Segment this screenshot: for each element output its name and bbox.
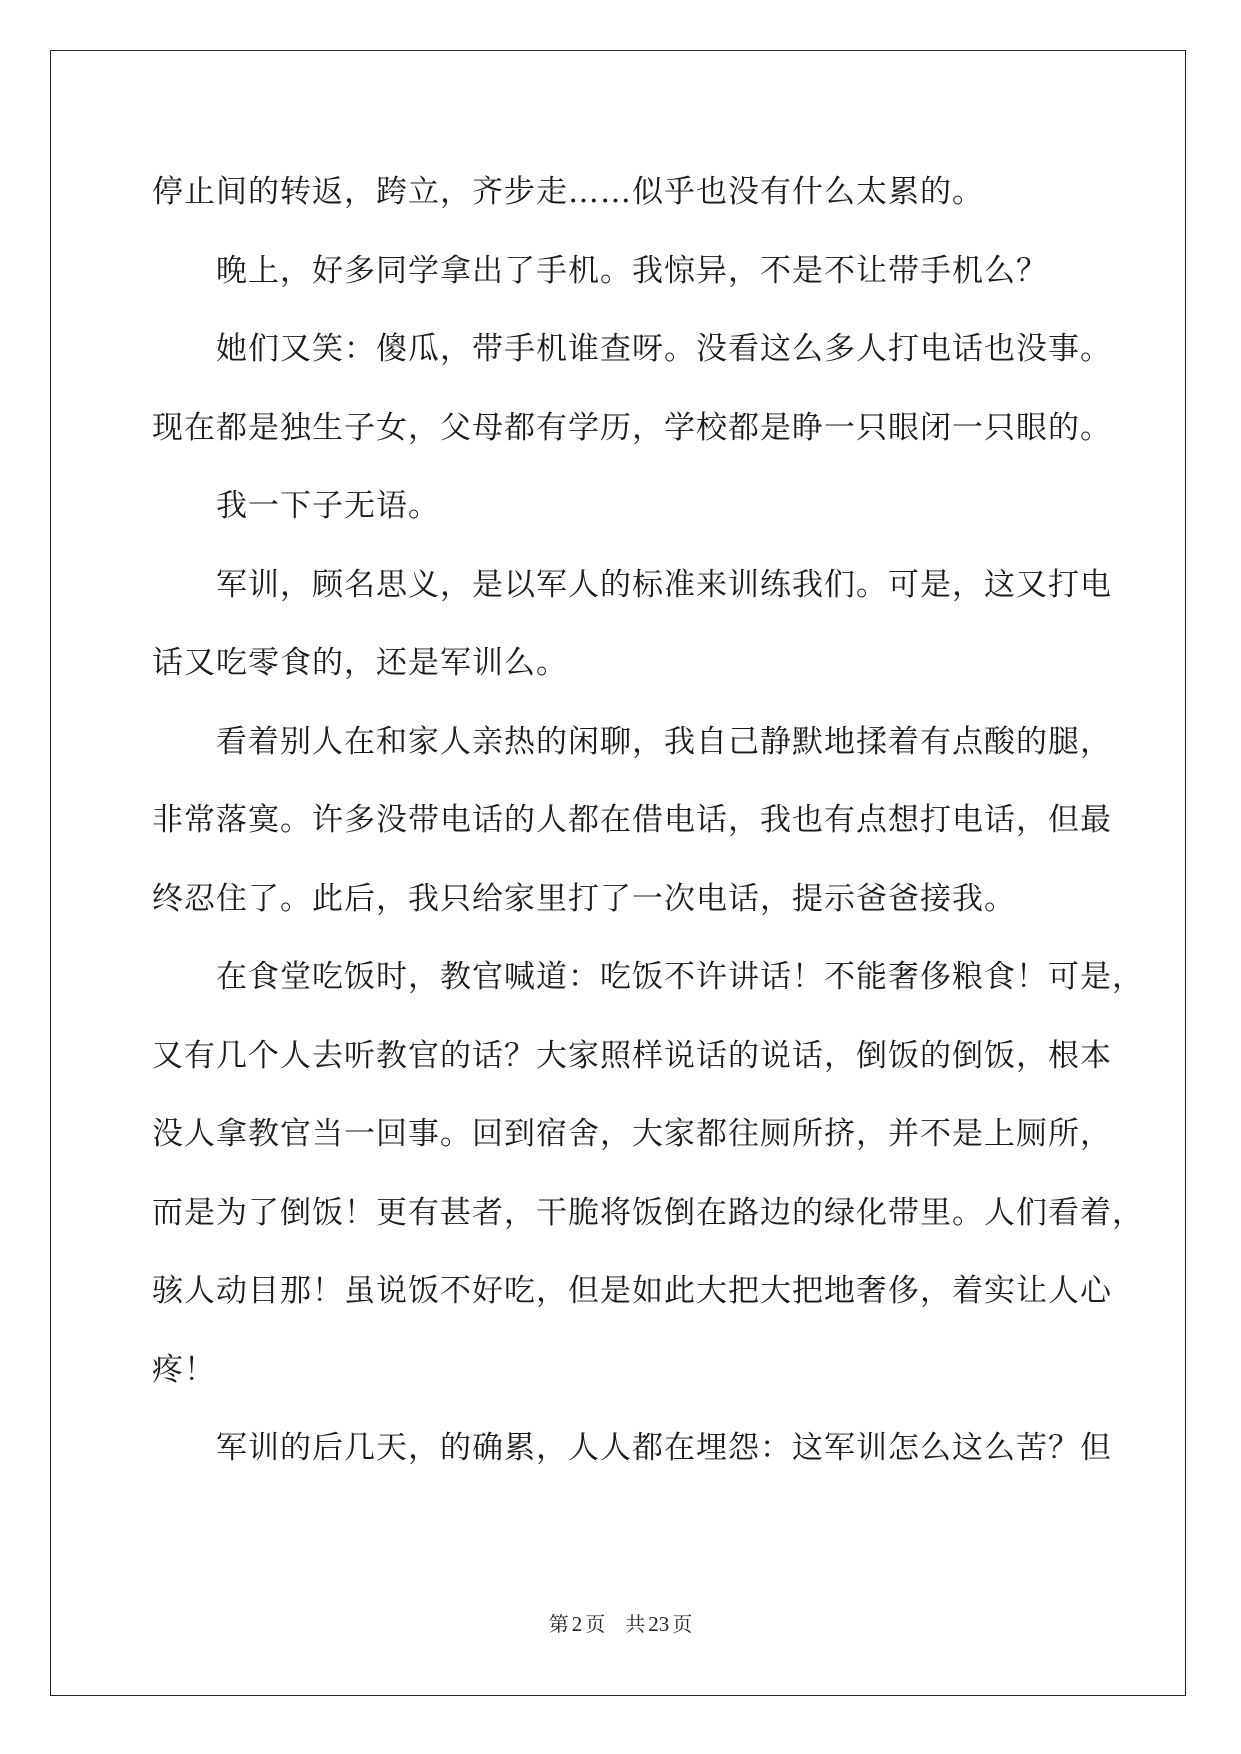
page-suffix: 页 [585,1612,606,1636]
text-line: 现在都是独生子女，父母都有学历，学校都是睁一只眼闭一只眼的。 [152,409,1112,446]
page-prefix: 第 [548,1612,569,1636]
text-line: 军训的后几天，的确累，人人都在埋怨：这军训怎么这么苦？但 [216,1430,1112,1466]
text-line: 军训，顾名思义，是以军人的标准来训练我们。可是，这又打电 [216,566,1112,603]
text-line: 非常落寞。许多没带电话的人都在借电话，我也有点想打电话，但最 [152,802,1112,838]
document-body [152,162,1144,1497]
text-line: 我一下子无语。 [216,488,440,524]
text-line: 终忍住了。此后，我只给家里打了一次电话，提示爸爸接我。 [152,880,1016,917]
text-line: 没人拿教官当一回事。回到宿舍，大家都往厕所挤，并不是上厕所， [152,1116,1112,1152]
total-suffix: 页 [672,1612,693,1636]
total-prefix: 共 [625,1612,646,1636]
page-footer [0,1608,1241,1637]
text-line: 在食堂吃饭时，教官喊道：吃饭不许讲话！不能奢侈粮食！可是， [216,959,1144,995]
text-line: 骇人动目那！虽说饭不好吃，但是如此大把大把地奢侈，着实让人心 [152,1273,1112,1309]
text-line: 她们又笑：傻瓜，带手机谁查呀。没看这么多人打电话也没事。 [216,331,1112,367]
text-line: 话又吃零食的，还是军训么。 [152,645,568,681]
total-pages: 23 [648,1612,670,1636]
page-number: 2 [571,1612,583,1636]
text-line: 又有几个人去听教官的话？大家照样说话的说话，倒饭的倒饭，根本 [152,1037,1112,1074]
text-line: 停止间的转返，跨立，齐步走……似乎也没有什么太累的。 [152,174,984,210]
text-line: 疼！ [152,1351,216,1388]
text-line: 晚上，好多同学拿出了手机。我惊异，不是不让带手机么？ [216,252,1048,289]
text-line: 而是为了倒饭！更有甚者，干脆将饭倒在路边的绿化带里。人们看着， [152,1194,1144,1231]
text-line: 看着别人在和家人亲热的闲聊，我自己静默地揉着有点酸的腿， [216,723,1112,760]
